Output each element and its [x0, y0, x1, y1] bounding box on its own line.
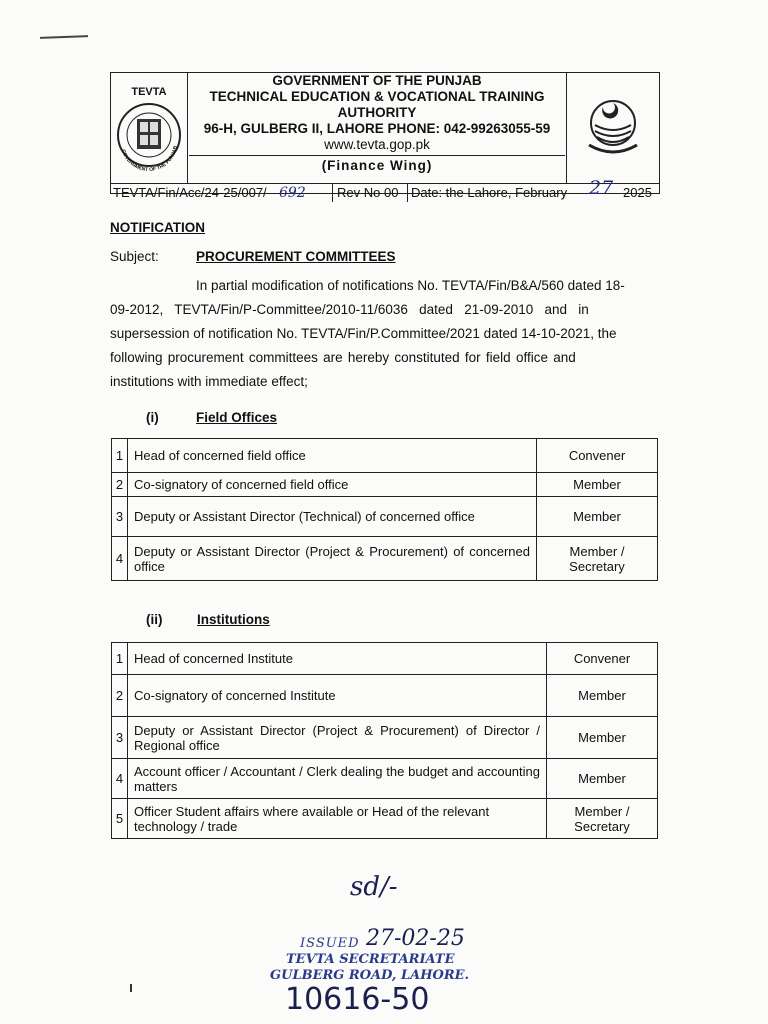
field-offices-table [111, 438, 658, 581]
margin-mark [40, 35, 88, 39]
stamp-secretariate: TEVTA SECRETARIATE [286, 952, 455, 967]
row-no: 4 [112, 759, 128, 799]
table-row [112, 497, 658, 537]
table-row [112, 759, 658, 799]
row-desc: Account officer / Accountant / Clerk dealing the budget and accounting matters [128, 759, 547, 799]
row-role: Convener [547, 643, 658, 675]
row-desc: Head of concerned field office [128, 439, 537, 473]
stamp-issued: ISSUED [300, 936, 360, 951]
date-label: Date: the Lahore, February [411, 185, 568, 200]
para-line-1: In partial modification of notifications No. TEVTA/Fin/B&A/560 dated 18- [196, 278, 625, 293]
date-day-handwritten: 27 [589, 177, 614, 199]
para-line-3: supersession of notification No. TEVTA/Fin/P.Committee/2021 dated 14-10-2021, the [110, 326, 617, 341]
website: www.tevta.gop.pk [324, 137, 430, 152]
row-no: 1 [112, 439, 128, 473]
authority-title-2: AUTHORITY [337, 105, 417, 120]
section-ii-title: Institutions [197, 612, 270, 627]
row-desc: Co-signatory of concerned field office [128, 473, 537, 497]
tevta-logo-text: TEVTA [131, 86, 167, 98]
reference-row [111, 177, 659, 202]
para-line-5: institutions with immediate effect; [110, 374, 308, 389]
svg-text:GOVERNMENT OF THE PUNJAB [120, 145, 179, 173]
subject-text: PROCUREMENT COMMITTEES [196, 249, 396, 264]
tevta-logo-ring: GOVERNMENT OF THE PUNJAB [119, 145, 179, 174]
row-no: 2 [112, 473, 128, 497]
subject-label: Subject: [110, 249, 159, 264]
table-row [112, 439, 658, 473]
row-desc: Co-signatory of concerned Institute [128, 675, 547, 717]
row-no: 3 [112, 717, 128, 759]
row-role: Member [537, 473, 658, 497]
row-no: 3 [112, 497, 128, 537]
wing-name: (Finance Wing) [189, 155, 565, 174]
ref-no-handwritten: 692 [279, 185, 306, 201]
row-no: 5 [112, 799, 128, 839]
row-no: 2 [112, 675, 128, 717]
row-role: Member / Secretary [547, 799, 658, 839]
row-desc: Head of concerned Institute [128, 643, 547, 675]
row-role: Member [547, 675, 658, 717]
row-role: Member [547, 717, 658, 759]
address-phone: 96-H, GULBERG II, LAHORE PHONE: 042-99263055-59 [203, 121, 551, 136]
letterhead [110, 72, 660, 201]
row-desc: Deputy or Assistant Director (Project & Procurement) of concerned office [128, 537, 537, 581]
stamp-issued-date: 27-02-25 [366, 926, 465, 951]
row-role: Member / Secretary [537, 537, 658, 581]
table-row [112, 717, 658, 759]
row-desc: Deputy or Assistant Director (Technical) of concerned office [128, 497, 537, 537]
gov-title: GOVERNMENT OF THE PUNJAB [272, 73, 482, 88]
section-i-index: (i) [146, 410, 159, 425]
table-row [112, 675, 658, 717]
initials-signature: sd/- [350, 872, 398, 902]
table-row [112, 643, 658, 675]
ref-no: TEVTA/Fin/Acc/24-25/007/ [113, 185, 267, 200]
para-line-4: following procurement committees are hereby constituted for field office and [110, 350, 576, 365]
section-ii-index: (ii) [146, 612, 163, 627]
handwritten-dispatch-number: 10616-50 [285, 982, 430, 1017]
punjab-emblem [566, 73, 659, 183]
table-row [112, 799, 658, 839]
issue-stamp [270, 926, 500, 990]
rev-no: Rev No 00 [337, 185, 399, 200]
date-year: 2025 [623, 185, 652, 200]
para-line-2: 09-2012, TEVTA/Fin/P-Committee/2010-11/6036 dated 21-09-2010 and in [110, 302, 589, 317]
table-row [112, 537, 658, 581]
row-role: Convener [537, 439, 658, 473]
stamp-address: GULBERG ROAD, LAHORE. [270, 968, 470, 983]
table-row [112, 473, 658, 497]
row-no: 4 [112, 537, 128, 581]
notification-heading: NOTIFICATION [110, 220, 205, 235]
row-desc: Deputy or Assistant Director (Project & Procurement) of Director / Regional office [128, 717, 547, 759]
row-no: 1 [112, 643, 128, 675]
section-i-title: Field Offices [196, 410, 278, 425]
row-desc: Officer Student affairs where available or Head of the relevant technology / trade [128, 799, 547, 839]
row-role: Member [537, 497, 658, 537]
letterhead-text [189, 73, 565, 183]
tevta-logo [111, 73, 188, 183]
institutions-table [111, 642, 658, 839]
row-role: Member [547, 759, 658, 799]
authority-title: TECHNICAL EDUCATION & VOCATIONAL TRAINING [209, 89, 545, 104]
margin-mark [130, 984, 132, 992]
